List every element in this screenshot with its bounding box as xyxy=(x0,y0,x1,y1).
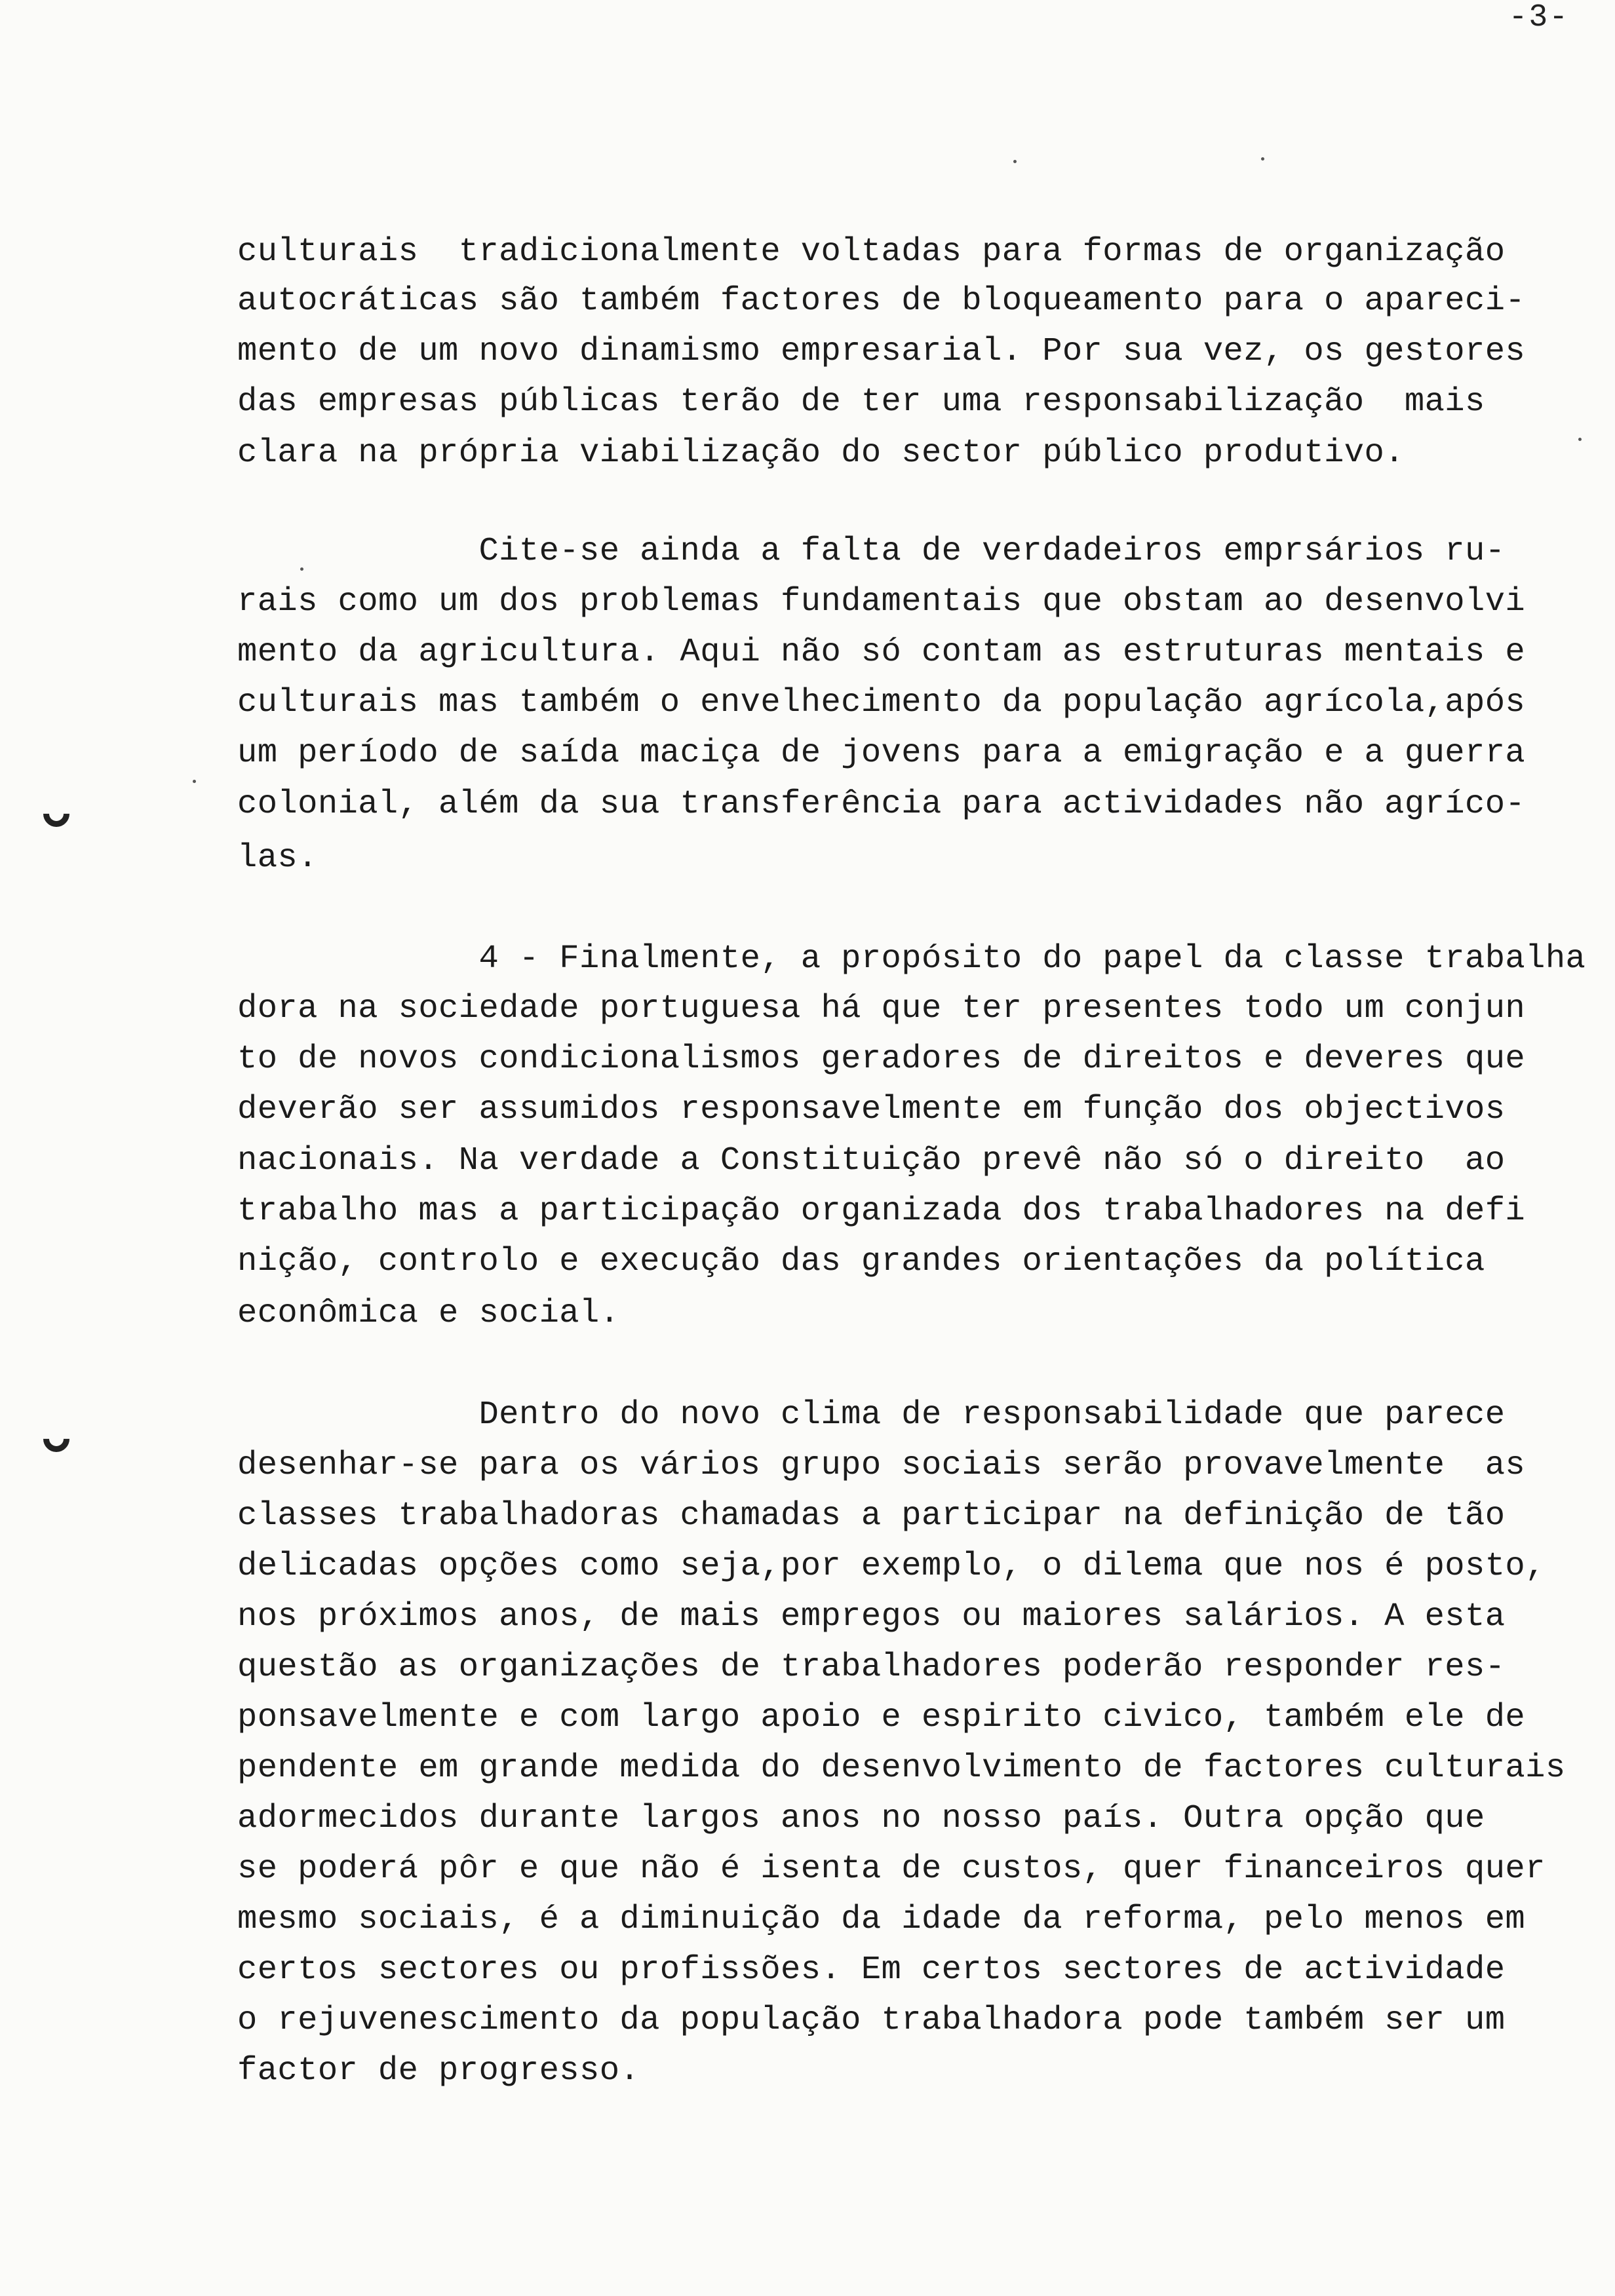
paragraph-1-line: das empresas públicas terão de ter uma responsabilização mais xyxy=(237,383,1485,421)
punch-hole-top xyxy=(38,795,75,833)
paragraph-4-line: se poderá pôr e que não é isenta de custos, quer financeiros quer xyxy=(237,1850,1546,1888)
paragraph-4-line: questão as organizações de trabalhadores poderão responder res- xyxy=(237,1649,1506,1686)
paragraph-3-line: nacionais. Na verdade a Constituição prevê não só o direito ao xyxy=(237,1142,1506,1179)
scan-speck xyxy=(1261,157,1264,161)
paragraph-4-line: desenhar-se para os vários grupo sociais serão provavelmente as xyxy=(237,1447,1526,1484)
paragraph-4-line: nos próximos anos, de mais empregos ou maiores salários. A esta xyxy=(237,1598,1506,1636)
paragraph-4-line: classes trabalhadoras chamadas a participar na definição de tão xyxy=(237,1497,1506,1535)
paragraph-4-line: factor de progresso. xyxy=(237,2052,640,2090)
paragraph-1-line: autocráticas são também factores de bloqueamento para o apareci- xyxy=(237,282,1526,320)
paragraph-3-line: dora na sociedade portuguesa há que ter presentes todo um conjun xyxy=(237,990,1526,1027)
paragraph-3-line: econômica e social. xyxy=(237,1295,620,1332)
scan-speck xyxy=(193,780,196,783)
paragraph-4-line: ponsavelmente e com largo apoio e espirito civico, também ele de xyxy=(237,1699,1526,1736)
paragraph-4-line: mesmo sociais, é a diminuição da idade da reforma, pelo menos em xyxy=(237,1901,1526,1938)
paragraph-4-line: o rejuvenescimento da população trabalhadora pode também ser um xyxy=(237,2002,1506,2039)
paragraph-3-line: to de novos condicionalismos geradores de direitos e deveres que xyxy=(237,1041,1526,1078)
paragraph-4-line: certos sectores ou profissões. Em certos sectores de actividade xyxy=(237,1951,1506,1989)
paragraph-3-line: nição, controlo e execução das grandes orientações da política xyxy=(237,1243,1485,1280)
paragraph-2-line: las. xyxy=(237,839,318,877)
paragraph-1-line: mento de um novo dinamismo empresarial. Por sua vez, os gestores xyxy=(237,333,1526,370)
paragraph-4-line: Dentro do novo clima de responsabilidade que parece xyxy=(237,1396,1506,1434)
page-number: -3- xyxy=(1508,0,1569,35)
paragraph-4-line: delicadas opções como seja,por exemplo, o dilema que nos é posto, xyxy=(237,1548,1546,1585)
paragraph-4-line: adormecidos durante largos anos no nosso país. Outra opção que xyxy=(237,1800,1485,1837)
paragraph-2-line: culturais mas também o envelhecimento da população agrícola,após xyxy=(237,684,1526,721)
paragraph-3-line: deverão ser assumidos responsavelmente em função dos objectivos xyxy=(237,1091,1506,1128)
paragraph-1-line: clara na própria viabilização do sector público produtivo. xyxy=(237,434,1405,472)
paragraph-2-line: colonial, além da sua transferência para actividades não agríco- xyxy=(237,786,1526,823)
punch-hole-bottom xyxy=(38,1421,75,1458)
paragraph-2-line: um período de saída maciça de jovens para a emigração e a guerra xyxy=(237,735,1526,772)
paragraph-4-line: pendente em grande medida do desenvolvimento de factores culturais xyxy=(237,1750,1566,1787)
paragraph-3-line: trabalho mas a participação organizada dos trabalhadores na defi xyxy=(237,1193,1526,1230)
paragraph-2-line: mento da agricultura. Aqui não só contam as estruturas mentais e xyxy=(237,634,1526,671)
paragraph-2-line: rais como um dos problemas fundamentais que obstam ao desenvolvi xyxy=(237,583,1526,621)
paragraph-3-line: 4 - Finalmente, a propósito do papel da classe trabalha xyxy=(237,940,1586,978)
paragraph-2-line: Cite-se ainda a falta de verdadeiros emprsários ru- xyxy=(237,533,1506,570)
scan-speck xyxy=(1013,160,1017,163)
scan-speck xyxy=(1578,438,1582,441)
paragraph-1-line: culturais tradicionalmente voltadas para formas de organização xyxy=(237,233,1506,271)
